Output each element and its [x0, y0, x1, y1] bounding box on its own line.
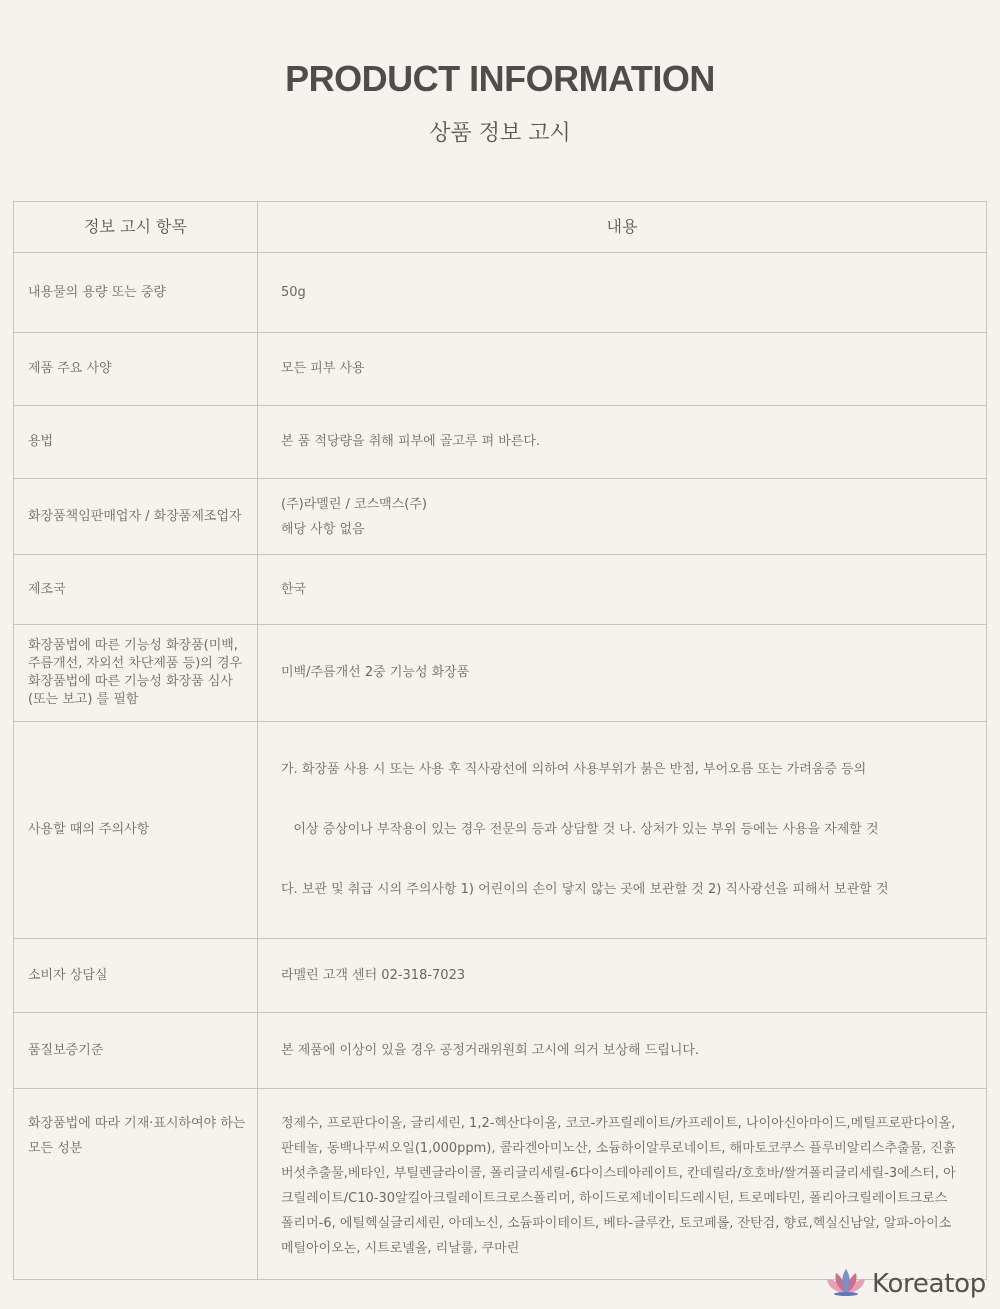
- row-label-text: 품질보증기준: [28, 1042, 104, 1058]
- row-label: [14, 479, 258, 555]
- row-value: [258, 625, 987, 722]
- product-info-table: [13, 201, 987, 1280]
- row-label: [14, 333, 258, 406]
- table-row: [14, 625, 987, 722]
- row-label-text: 주름개선, 자외선 차단제품 등)의 경우: [28, 656, 243, 671]
- row-value-text: 모든 피부 사용: [281, 361, 365, 376]
- row-label: [14, 253, 258, 333]
- caution-line: 이상 증상이나 부작용이 있는 경우 전문의 등과 상담할 것 나. 상처가 있는 부위 등에는 사용을 자제할 것: [281, 822, 879, 837]
- row-value-text: (주)라멜린 / 코스맥스(주): [281, 496, 427, 512]
- row-value: [258, 406, 987, 479]
- row-label: [14, 722, 258, 939]
- caution-line: 가. 화장품 사용 시 또는 사용 후 직사광선에 의하여 사용부위가 붉은 반점, 부어오름 또는 가려움증 등의: [281, 762, 867, 777]
- column-header-item: 정보 고시 항목: [14, 202, 258, 253]
- row-label-text: 용법: [28, 434, 54, 449]
- table-header-row: [14, 202, 987, 253]
- row-value: [258, 1089, 987, 1280]
- koreatop-logo: [826, 1266, 986, 1302]
- table-row: [14, 253, 987, 333]
- row-label: [14, 625, 258, 722]
- row-label: [14, 1089, 258, 1280]
- row-value-text: 한국: [281, 581, 307, 597]
- row-label-text: 화장품법에 따른 기능성 화장품(미백,: [28, 638, 238, 653]
- row-label: [14, 939, 258, 1013]
- table-row: [14, 1013, 987, 1089]
- row-value-text: 라멜린 고객 센터 02-318-7023: [281, 967, 466, 983]
- row-label-text: 소비자 상담실: [28, 967, 108, 983]
- row-label: [14, 1013, 258, 1089]
- row-label-text: 화장품법에 따라 기재·표시하여야 하는: [28, 1116, 246, 1131]
- row-value: [258, 479, 987, 555]
- row-label-text: 모든 성분: [28, 1141, 83, 1156]
- row-label-text: 내용물의 용량 또는 중량: [28, 284, 166, 300]
- row-label-text: 화장품책임판매업자 / 화장품제조업자: [28, 508, 242, 524]
- table-row: [14, 406, 987, 479]
- row-value-text: 본 품 적당량을 취해 피부에 골고루 펴 바른다.: [281, 434, 541, 449]
- row-value: [258, 1013, 987, 1089]
- page-subtitle: 상품 정보 고시: [429, 121, 571, 146]
- row-label-text: 사용할 때의 주의사항: [28, 822, 150, 837]
- row-label-text: 화장품법에 따른 기능성 화장품 심사: [28, 674, 233, 689]
- lotus-icon: [826, 1267, 866, 1301]
- row-value-text: 해당 사항 없음: [281, 521, 365, 537]
- table-row: [14, 333, 987, 406]
- row-label-text: (또는 보고) 를 필함: [28, 692, 139, 707]
- row-value-text: 50g: [281, 284, 306, 300]
- table-row: [14, 722, 987, 939]
- row-label: [14, 555, 258, 625]
- table-row: [14, 479, 987, 555]
- table-row: [14, 939, 987, 1013]
- row-value: [258, 555, 987, 625]
- ingredients-list: 정제수, 프로판다이올, 글리세린, 1,2-헥산다이올, 코코-카프릴레이트/카프레이트, 나이아신아마이드,메틸프로판다이올, 판테놀, 동백나무씨오일(1,000ppm), 콜라겐아미노산, 소듐하이알루로네이트, 해마토코쿠스 플루비알리스추출물, 진흙버섯추출물,베타인, 부틸렌글라이콜, 폴리글리세릴-6다이스테아레이트, 칸데릴라/호호바/쌀겨폴리글리세릴-3에스터, 아크릴레이트/C10-30알킬아크릴레이트크로스폴리머, 하이드로제네이티드레시틴, 트로메타민, 폴리아크릴레이트크로스폴리머-6, 에틸헥실글리세린, 아데노신, 소듐파이테이트, 베타-글루칸, 토코페롤, 잔탄검, 향료,헥실신남알, 알파-아이소메틸아이오논, 시트로넬올, 리날룰, 쿠마린: [281, 1116, 956, 1256]
- row-label-text: 제품 주요 사양: [28, 361, 112, 376]
- row-value: [258, 333, 987, 406]
- table-row: [14, 555, 987, 625]
- row-value-text: 본 제품에 이상이 있을 경우 공정거래위원회 고시에 의거 보상해 드립니다.: [281, 1042, 700, 1058]
- column-header-content: 내용: [258, 202, 987, 253]
- row-value: [258, 722, 987, 939]
- row-label-text: 제조국: [28, 581, 66, 597]
- row-value-text: 미백/주름개선 2중 기능성 화장품: [281, 665, 470, 680]
- table-row: [14, 1089, 987, 1280]
- page-title: PRODUCT INFORMATION: [285, 58, 715, 99]
- row-value: [258, 253, 987, 333]
- caution-line: 다. 보관 및 취급 시의 주의사항 1) 어린이의 손이 닿지 않는 곳에 보관할 것 2) 직사광선을 피해서 보관할 것: [281, 882, 889, 897]
- logo-text: Koreatop: [872, 1269, 986, 1299]
- row-value: [258, 939, 987, 1013]
- row-label: [14, 406, 258, 479]
